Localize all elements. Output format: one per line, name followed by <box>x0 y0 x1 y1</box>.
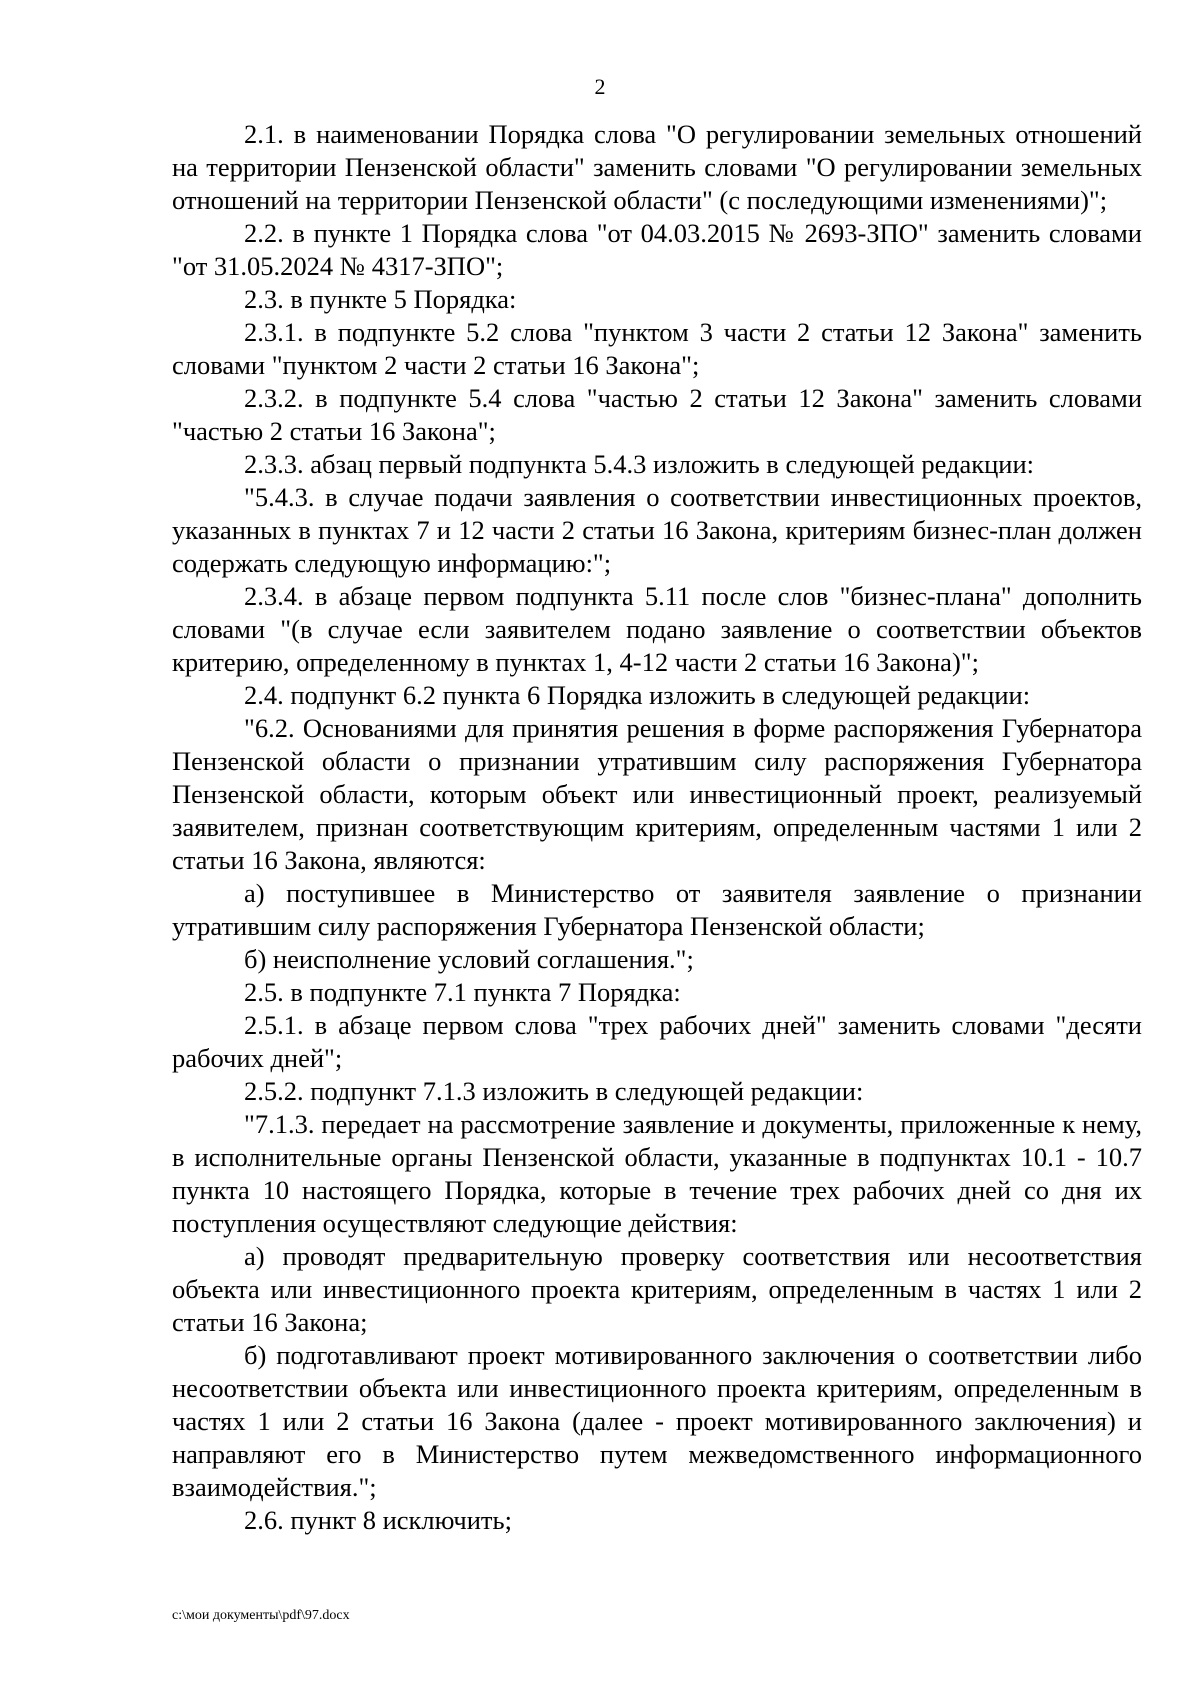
paragraph-7-1-3-b: б) подготавливают проект мотивированного заключения о соответствии либо несоответствии объекта или инвестиционного проекта критериям, определенным в частях 1 или 2 статьи 16 Закона (далее - проект мотивированного заключения) и направляют его в Министерство путем межведомственного информационного взаимодействия."; <box>172 1340 1142 1502</box>
paragraph-2-4: 2.4. подпункт 6.2 пункта 6 Порядка изложить в следующей редакции: <box>244 680 1031 710</box>
footer-file-path: c:\мои документы\pdf\97.docx <box>172 1608 350 1623</box>
paragraph-2-3-3: 2.3.3. абзац первый подпункта 5.4.3 изложить в следующей редакции: <box>244 449 1035 479</box>
paragraph-7-1-3-a: а) проводят предварительную проверку соответствия или несоответствия объекта или инвестиционного проекта критериям, определенным в частях 1 или 2 статьи 16 Закона; <box>172 1241 1142 1337</box>
paragraph-2-6: 2.6. пункт 8 исключить; <box>244 1505 512 1535</box>
document-body <box>172 118 1142 1537</box>
paragraph-6-2-a: а) поступившее в Министерство от заявителя заявление о признании утратившим силу распоряжения Губернатора Пензенской области; <box>172 878 1142 941</box>
paragraph-5-4-3-quote: "5.4.3. в случае подачи заявления о соответствии инвестиционных проектов, указанных в пунктах 7 и 12 части 2 статьи 16 Закона, критериям бизнес-план должен содержать следующую информацию:"; <box>172 482 1142 578</box>
paragraph-2-3-4: 2.3.4. в абзаце первом подпункта 5.11 после слов "бизнес-плана" дополнить словами "(в случае если заявителем подано заявление о соответствии объектов критерию, определенному в пунктах 1, 4-12 части 2 статьи 16 Закона)"; <box>172 581 1142 677</box>
paragraph-2-1: 2.1. в наименовании Порядка слова "О регулировании земельных отношений на территории Пензенской области" заменить словами "О регулировании земельных отношений на территории Пензенской области" (с последующими изменениями)"; <box>172 119 1142 215</box>
paragraph-2-2: 2.2. в пункте 1 Порядка слова "от 04.03.2015 № 2693-ЗПО" заменить словами "от 31.05.2024 № 4317-ЗПО"; <box>172 218 1142 281</box>
paragraph-2-5-1: 2.5.1. в абзаце первом слова "трех рабочих дней" заменить словами "десяти рабочих дней"; <box>172 1010 1142 1073</box>
page-number: 2 <box>594 74 606 99</box>
paragraph-2-5: 2.5. в подпункте 7.1 пункта 7 Порядка: <box>244 977 681 1007</box>
paragraph-2-3-1: 2.3.1. в подпункте 5.2 слова "пунктом 3 части 2 статьи 12 Закона" заменить словами "пунктом 2 части 2 статьи 16 Закона"; <box>172 317 1142 380</box>
paragraph-6-2-b: б) неисполнение условий соглашения."; <box>244 944 694 974</box>
paragraph-2-3: 2.3. в пункте 5 Порядка: <box>244 284 517 314</box>
paragraph-2-5-2: 2.5.2. подпункт 7.1.3 изложить в следующей редакции: <box>244 1076 864 1106</box>
paragraph-7-1-3-quote: "7.1.3. передает на рассмотрение заявление и документы, приложенные к нему, в исполнительные органы Пензенской области, указанные в подпунктах 10.1 - 10.7 пункта 10 настоящего Порядка, которые в течение трех рабочих дней со дня их поступления осуществляют следующие действия: <box>172 1109 1142 1238</box>
paragraph-6-2-quote: "6.2. Основаниями для принятия решения в форме распоряжения Губернатора Пензенской области о признании утратившим силу распоряжения Губернатора Пензенской области, которым объект или инвестиционный проект, реализуемый заявителем, признан соответствующим критериям, определенным частями 1 или 2 статьи 16 Закона, являются: <box>172 713 1142 875</box>
paragraph-2-3-2: 2.3.2. в подпункте 5.4 слова "частью 2 статьи 12 Закона" заменить словами "частью 2 статьи 16 Закона"; <box>172 383 1142 446</box>
